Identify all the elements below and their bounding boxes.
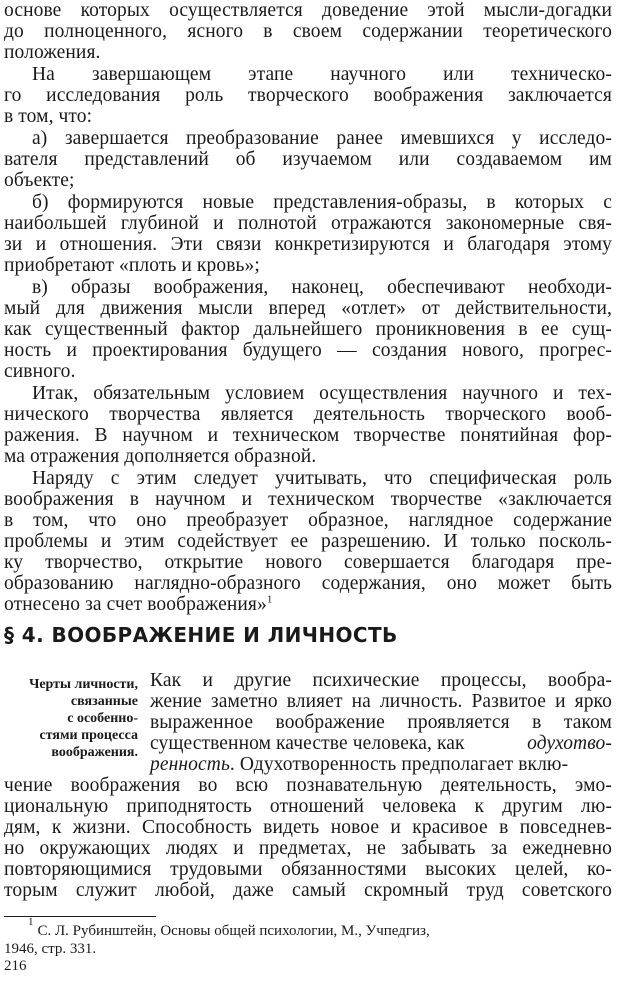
- text-line: объекте;: [4, 170, 75, 191]
- text-line-content: существенном качестве человека, как: [150, 733, 465, 754]
- margin-note-line: с особенно-: [67, 711, 138, 726]
- text-line: б) формируются новые представления-образы, в которых с: [32, 192, 612, 213]
- text-line: но окружающих людях и предметах, не забывать за ежедневно: [4, 838, 612, 859]
- text-line: На завершающем этапе научного или техническо-: [32, 64, 612, 85]
- text-line: а) завершается преобразование ранее имевшихся у исследо-: [32, 128, 612, 149]
- text-line: ку творчество, открытие нового совершается благодаря пре-: [4, 552, 612, 573]
- text-line: мый для движения мысли вперед «отлет» от действительности,: [4, 298, 612, 319]
- text-line: положения.: [4, 42, 101, 63]
- text-line: чение воображения во всю познавательную деятельность, эмо-: [4, 775, 612, 796]
- footnote-continuation: 1946, стр. 331.: [4, 941, 97, 957]
- text-line: как существенный фактор дальнейшего проникновения в ее сущ-: [4, 319, 612, 340]
- text-line: жение заметно влияет на личность. Развитое и ярко: [150, 691, 612, 712]
- italic-term: одухотво-: [527, 733, 612, 754]
- margin-note-line: Черты личности,: [29, 677, 138, 692]
- text-line: сивного.: [4, 361, 76, 382]
- text-line: Итак, обязательным условием осуществления научного и тех-: [32, 383, 612, 404]
- text-line: воображения в научном и техническом творчестве «заключается: [4, 489, 612, 510]
- footnote-marker: 1: [28, 916, 34, 928]
- margin-note-line: воображения.: [51, 745, 138, 760]
- text-line: зи и отношения. Эти связи конкретизируются и благодаря этому: [4, 234, 612, 255]
- section-heading: § 4. ВООБРАЖЕНИЕ И ЛИЧНОСТЬ: [4, 623, 398, 647]
- footnote-text: С. Л. Рубинштейн, Основы общей психологии, М., Учпедгиз,: [37, 923, 430, 939]
- italic-term: ренность: [150, 754, 230, 775]
- text-line: [4, 594, 272, 616]
- text-line: основе которых осуществляется доведение этой мысли-догадки: [4, 0, 612, 21]
- margin-note-line: стями процесса: [39, 728, 138, 743]
- text-line: до полноценного, ясного в своем содержании теоретического: [4, 21, 612, 42]
- text-line: приобретают «плоть и кровь»;: [4, 255, 260, 276]
- text-line: Наряду с этим следует учитывать, что специфическая роль: [32, 468, 612, 489]
- footnote-reference[interactable]: 1: [266, 593, 273, 606]
- text-line: нического творчества является деятельность творческого вооб-: [4, 404, 612, 425]
- footnote: [28, 916, 612, 940]
- text-line: в) образы воображения, наконец, обеспечивают необходи-: [32, 277, 612, 298]
- text-line: [150, 733, 612, 755]
- text-line: дям, к жизни. Способность видеть новое и красивое в повседнев-: [4, 817, 612, 838]
- text-line-content: . Одухотворенность предполагает вклю-: [229, 754, 569, 775]
- text-line: торым служит любой, даже самый скромный труд советского: [4, 880, 612, 901]
- text-line: проблемы и этим содействует ее разрешению. И только посколь-: [4, 531, 612, 552]
- text-line: выраженное воображение проявляется в таком: [150, 712, 612, 733]
- text-line: го исследования роль творческого воображения заключается: [4, 85, 612, 106]
- text-line: ность и проектирования будущего — создания нового, прогрес-: [4, 340, 612, 361]
- text-line: наибольшей глубиной и полнотой отражаются закономерные свя-: [4, 213, 612, 234]
- text-line: в том, что:: [4, 106, 93, 127]
- text-line: вателя представлений об изучаемом или создаваемом им: [4, 149, 612, 170]
- text-line: циональную приподнятость отношений человека к другим лю-: [4, 796, 612, 817]
- text-line: повторяющимися трудовыми обязанностями высоких целей, ко-: [4, 859, 612, 880]
- text-line: [150, 754, 612, 776]
- text-line: Как и другие психические процессы, вообра-: [150, 670, 612, 691]
- margin-note-line: связанные: [70, 694, 138, 709]
- text-line: ражения. В научном и техническом творчестве понятийная фор-: [4, 425, 612, 446]
- text-line-content: отнесено за счет воображения»: [4, 594, 267, 615]
- footnote-divider: [4, 916, 156, 917]
- text-line: образованию наглядно-образного содержания, оно может быть: [4, 573, 612, 594]
- text-line: в том, что оно преобразует образное, наглядное содержание: [4, 510, 612, 531]
- text-line: ма отражения дополняется образной.: [4, 446, 317, 467]
- page-number: 216: [4, 958, 27, 974]
- margin-note: [2, 676, 138, 761]
